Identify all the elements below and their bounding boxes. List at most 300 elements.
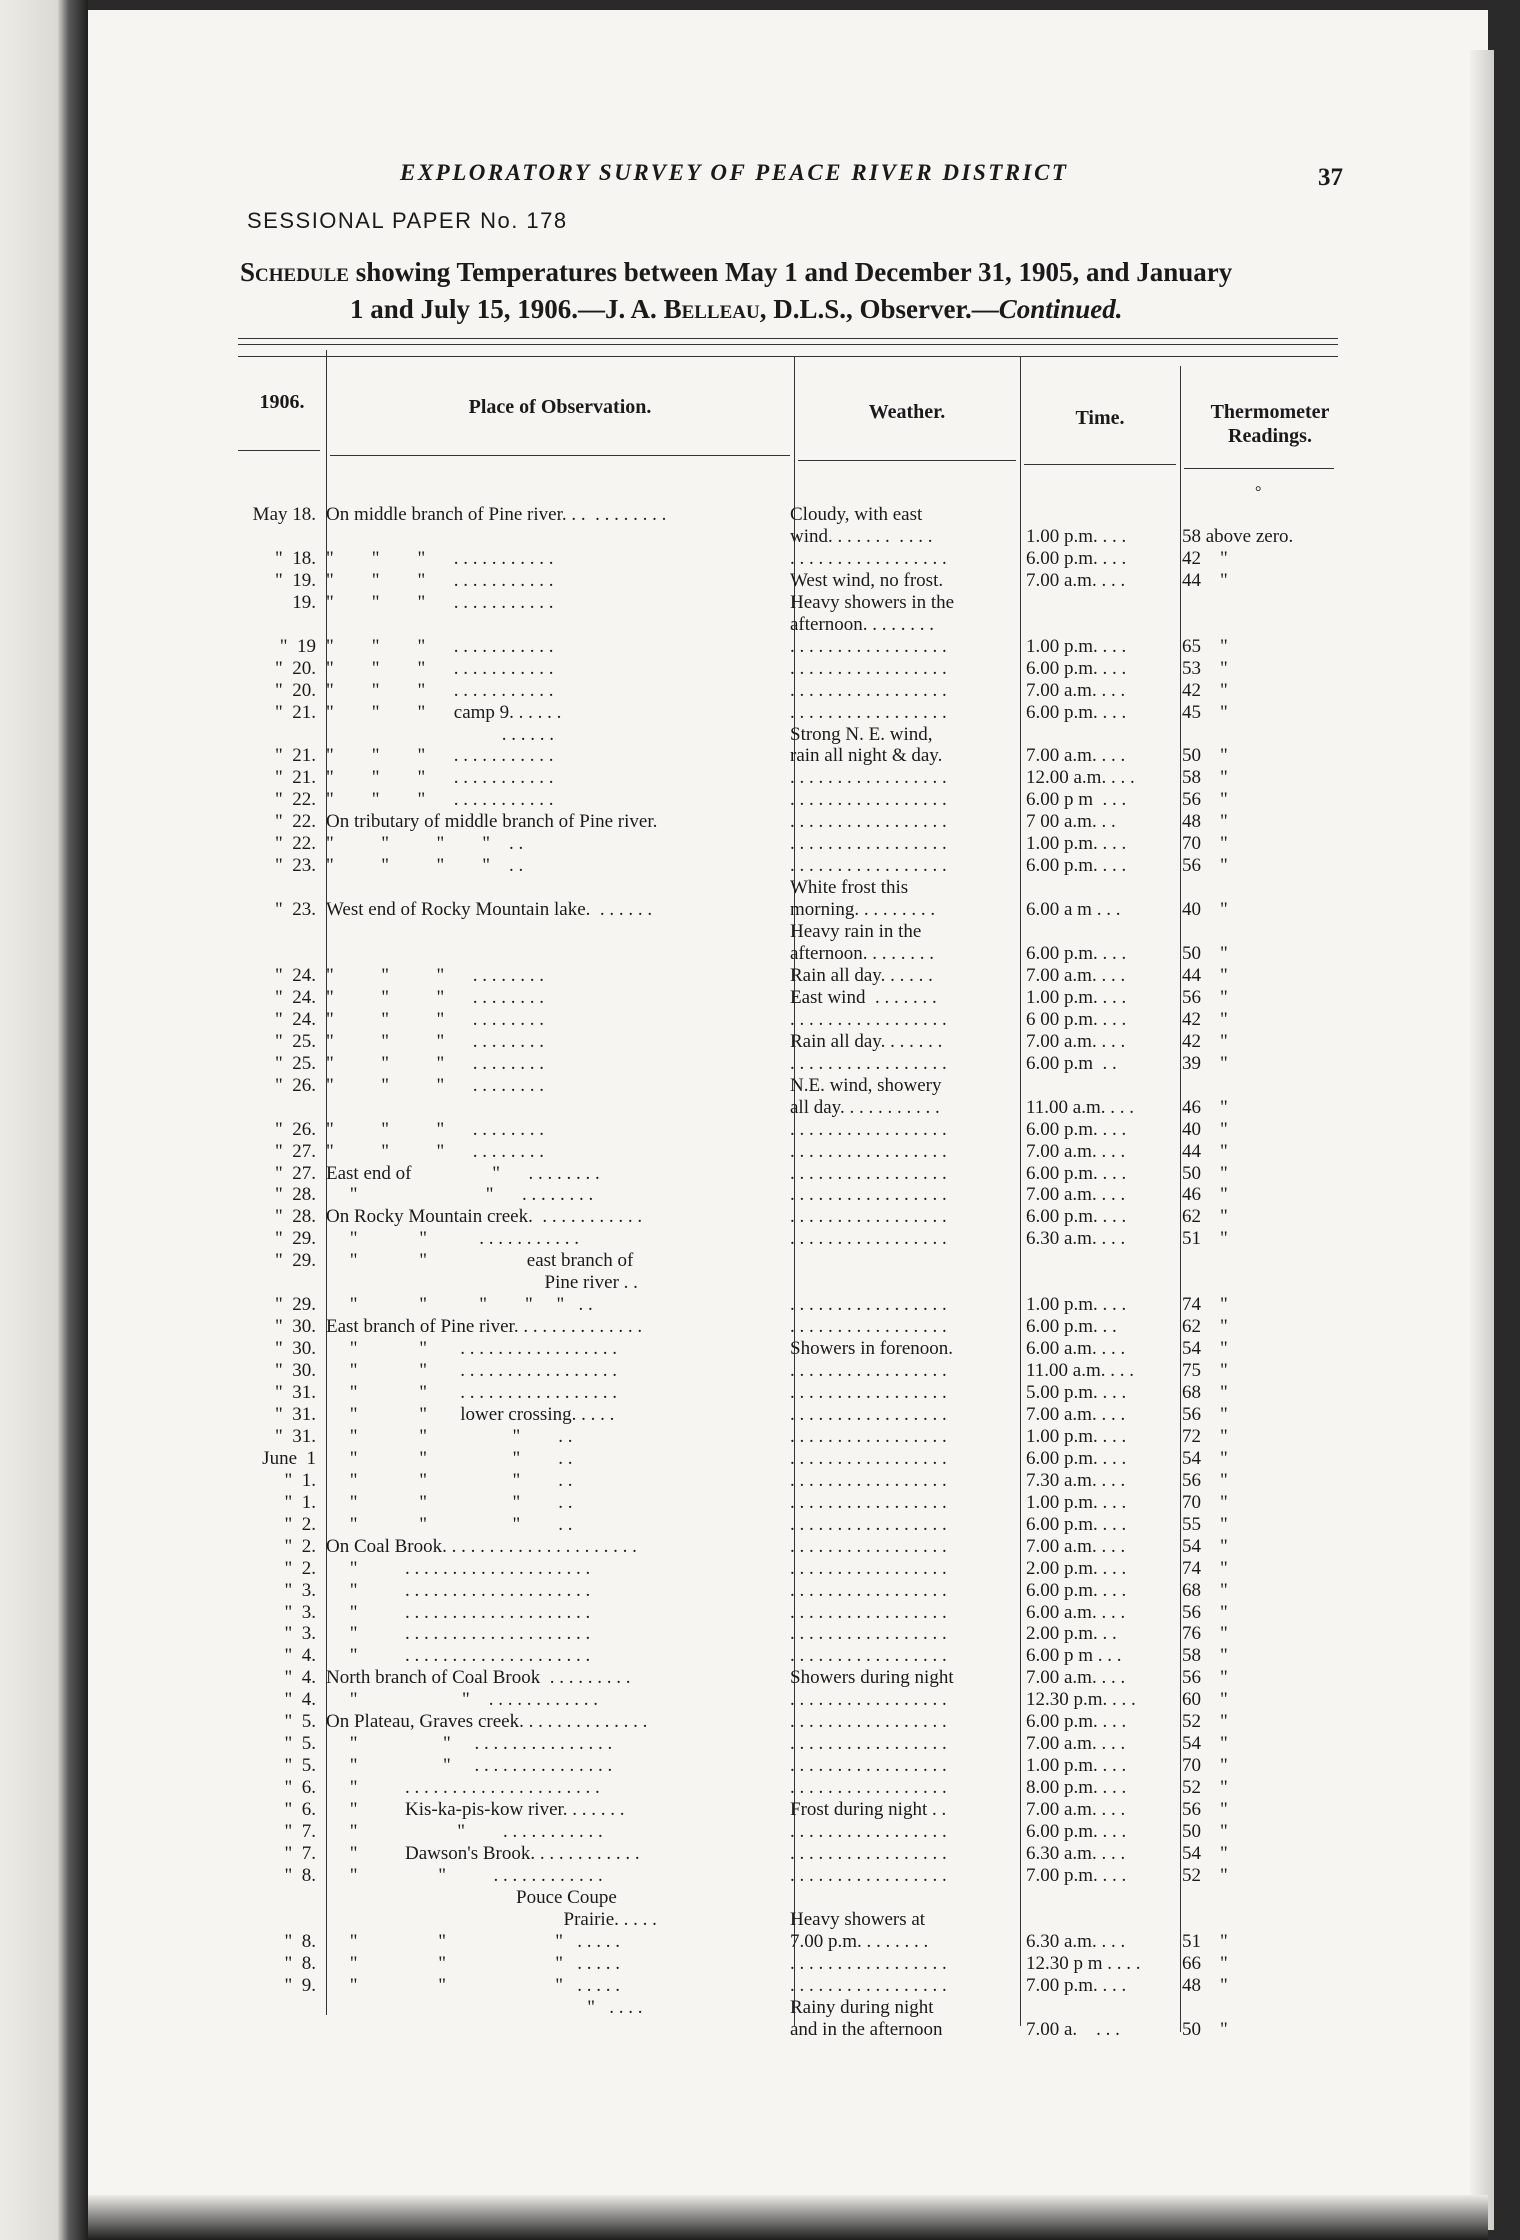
row-place: " " " . . . . .: [326, 1930, 621, 1952]
row-temperature: 56 ": [1182, 1799, 1228, 1821]
row-weather: . . . . . . . . . . . . . . . . .: [790, 1228, 947, 1250]
row-weather: West wind, no frost.: [790, 569, 944, 591]
row-place: " " . . . . . . . . . . . . . . . . .: [326, 1360, 618, 1382]
row-date: 19.: [292, 591, 316, 613]
row-weather: . . . . . . . . . . . . . . . . .: [790, 1184, 947, 1206]
row-place: " . . . . . . . . . . . . . . . . . . . .: [326, 1579, 591, 1601]
row-date: " 24.: [274, 986, 316, 1008]
row-weather: . . . . . . . . . . . . . . . . .: [790, 1623, 947, 1645]
rule-top-1: [238, 338, 1338, 339]
row-date: " 4.: [284, 1667, 316, 1689]
row-weather: . . . . . . . . . . . . . . . . .: [790, 1557, 947, 1579]
row-temperature: 56 ": [1182, 855, 1228, 877]
row-date: " 2.: [284, 1535, 316, 1557]
row-place: " " " . . . . .: [326, 1952, 621, 1974]
caption-line-2: [350, 294, 1123, 325]
row-weather: . . . . . . . . . . . . . . . . .: [790, 1008, 947, 1030]
row-temperature: 70 ": [1182, 833, 1228, 855]
row-weather: and in the afternoon: [790, 2018, 943, 2040]
row-time: 1.00 p.m. . . .: [1026, 1755, 1127, 1777]
row-temperature: 54 ": [1182, 1842, 1228, 1864]
row-temperature: 54 ": [1182, 1338, 1228, 1360]
row-temperature: 42 ": [1182, 1030, 1228, 1052]
row-time: 6.00 p.m. . . .: [1026, 1711, 1127, 1733]
row-time: 12.00 a.m. . . .: [1026, 767, 1135, 789]
row-date: " 30.: [274, 1360, 316, 1382]
row-weather: Showers during night: [790, 1667, 954, 1689]
row-place: " " " . . . . . . . .: [326, 1030, 545, 1052]
row-time: 6.00 p.m. . . .: [1026, 657, 1127, 679]
row-weather: . . . . . . . . . . . . . . . . .: [790, 1601, 947, 1623]
row-temperature: 44 ": [1182, 1140, 1228, 1162]
row-place: " " " . . . . . . . .: [326, 1052, 545, 1074]
row-weather: . . . . . . . . . . . . . . . . .: [790, 1294, 947, 1316]
row-weather: . . . . . . . . . . . . . . . . .: [790, 1162, 947, 1184]
row-time: 7.00 a.m. . . .: [1026, 1403, 1126, 1425]
row-weather: . . . . . . . . . . . . . . . . .: [790, 1733, 947, 1755]
row-place: " " " . . . . . . . .: [326, 1140, 545, 1162]
row-temperature: 40 ": [1182, 1118, 1228, 1140]
row-temperature: 44 ": [1182, 569, 1228, 591]
row-time: 6.00 p.m. . . .: [1026, 1513, 1127, 1535]
row-temperature: 75 ": [1182, 1360, 1228, 1382]
row-weather: . . . . . . . . . . . . . . . . .: [790, 789, 947, 811]
row-time: 7.00 p.m. . . .: [1026, 1974, 1127, 1996]
row-weather: . . . . . . . . . . . . . . . . .: [790, 701, 947, 723]
row-place: " . . . . . . . . . . . . . . . . . . . .: [326, 1645, 591, 1667]
page-edge: [1470, 50, 1494, 2230]
row-weather: . . . . . . . . . . . . . . . . .: [790, 1403, 947, 1425]
row-weather: . . . . . . . . . . . . . . . . .: [790, 1842, 947, 1864]
row-date: " 3.: [284, 1623, 316, 1645]
row-place: " " " " . .: [326, 855, 524, 877]
row-time: 7.00 p.m. . . .: [1026, 1864, 1127, 1886]
row-weather: . . . . . . . . . . . . . . . . .: [790, 767, 947, 789]
rule-top-2: [238, 344, 1338, 345]
row-weather: . . . . . . . . . . . . . . . . .: [790, 1952, 947, 1974]
row-place: " " . . . . . . . . . . . . . . .: [326, 1755, 613, 1777]
row-time: 6.30 a.m. . . .: [1026, 1228, 1126, 1250]
row-time: 7.00 a.m. . . .: [1026, 1184, 1126, 1206]
row-date: " 29.: [274, 1294, 316, 1316]
row-weather: N.E. wind, showery: [790, 1074, 942, 1096]
row-weather: . . . . . . . . . . . . . . . . .: [790, 1118, 947, 1140]
row-time: 6.00 a m . . .: [1026, 899, 1121, 921]
row-weather: Strong N. E. wind,: [790, 723, 933, 745]
row-temperature: 76 ": [1182, 1623, 1228, 1645]
row-place: " " . . . . . . . . . . .: [326, 1228, 580, 1250]
rule-top-3: [238, 356, 1338, 357]
row-date: " 8.: [284, 1930, 316, 1952]
row-temperature: 50 ": [1182, 2018, 1228, 2040]
row-place: " " east branch of: [326, 1250, 634, 1272]
row-place: " " lower crossing. . . . .: [326, 1403, 615, 1425]
row-time: 6.00 a.m. . . .: [1026, 1601, 1126, 1623]
row-temperature: 56 ": [1182, 986, 1228, 1008]
col-header-place: Place of Observation.: [468, 396, 652, 418]
row-place: " " " . . . . . . . . . . .: [326, 679, 554, 701]
col-header-time: Time.: [1075, 407, 1125, 429]
row-weather: . . . . . . . . . . . . . . . . .: [790, 1689, 947, 1711]
row-weather: Rainy during night: [790, 1996, 934, 2018]
row-date: " 22.: [274, 811, 316, 833]
row-place: " " " . . . . . . . .: [326, 1118, 545, 1140]
row-time: 7.00 a.m. . . .: [1026, 1733, 1126, 1755]
row-place: " " " . . . . . . . . . . .: [326, 591, 554, 613]
row-date: " 7.: [284, 1842, 316, 1864]
row-place: " " " . .: [326, 1491, 573, 1513]
row-temperature: 70 ": [1182, 1491, 1228, 1513]
row-weather: . . . . . . . . . . . . . . . . .: [790, 1864, 947, 1886]
row-place: " " " . .: [326, 1469, 573, 1491]
row-place: " " . . . . . . . . . . . . . . . . .: [326, 1382, 618, 1403]
row-place: " Dawson's Brook. . . . . . . . . . . .: [326, 1842, 640, 1864]
row-date: " 18.: [274, 547, 316, 569]
row-time: 6.00 p.m. . . .: [1026, 547, 1127, 569]
row-time: 6.30 a.m. . . .: [1026, 1930, 1126, 1952]
row-place: " " . . . . . . . . . . . . . . .: [326, 1733, 613, 1755]
row-temperature: 50 ": [1182, 943, 1228, 964]
row-date: " 1.: [284, 1469, 316, 1491]
row-date: " 8.: [284, 1864, 316, 1886]
row-date: " 22.: [274, 833, 316, 855]
row-time: 6.00 p.m. . .: [1026, 1316, 1117, 1338]
row-place: " " " . . . . . . . .: [326, 986, 545, 1008]
row-place: " " " . . . . . . . .: [326, 964, 545, 986]
row-place: North branch of Coal Brook . . . . . . . . .: [326, 1667, 631, 1689]
row-weather: afternoon. . . . . . . .: [790, 613, 935, 635]
row-place: East end of " . . . . . . . .: [326, 1162, 600, 1184]
row-temperature: 45 ": [1182, 701, 1228, 723]
row-place: " " " . . . . . . . . . . .: [326, 789, 554, 811]
row-temperature: 39 ": [1182, 1052, 1228, 1074]
row-time: 12.30 p m . . . .: [1026, 1952, 1141, 1974]
row-temperature: 42 ": [1182, 547, 1228, 569]
row-time: 6.00 p.m. . . .: [1026, 1162, 1127, 1184]
row-date: " 5.: [284, 1755, 316, 1777]
row-time: 6.30 a.m. . . .: [1026, 1842, 1126, 1864]
row-date: June 1: [262, 1447, 316, 1469]
row-date: " 4.: [284, 1645, 316, 1667]
row-place: " " " . . . . . . . . . . .: [326, 657, 554, 679]
row-date: " 8.: [284, 1952, 316, 1974]
row-weather: . . . . . . . . . . . . . . . . .: [790, 1469, 947, 1491]
row-weather: Rain all day. . . . . .: [790, 964, 933, 986]
row-weather: . . . . . . . . . . . . . . . . .: [790, 1974, 947, 1996]
row-temperature: 40 ": [1182, 899, 1228, 921]
row-time: 6.00 p.m. . . .: [1026, 1118, 1127, 1140]
row-place: " " " . . . . . . . . . . .: [326, 635, 554, 657]
row-weather: . . . . . . . . . . . . . . . . .: [790, 1360, 947, 1382]
row-place: " " " . . . . . . . . . . .: [326, 547, 554, 569]
row-time: 6.00 p.m . .: [1026, 1052, 1117, 1074]
row-date: May 18.: [252, 504, 316, 525]
row-date: " 1.: [284, 1491, 316, 1513]
row-time: 6.00 p m . . .: [1026, 789, 1127, 811]
row-date: " 25.: [274, 1052, 316, 1074]
row-temperature: 74 ": [1182, 1557, 1228, 1579]
row-time: 6.00 p.m. . . .: [1026, 1447, 1127, 1469]
row-time: 12.30 p.m. . . .: [1026, 1689, 1136, 1711]
row-time: 6.00 p.m. . . .: [1026, 943, 1127, 964]
row-temperature: 56 ": [1182, 1601, 1228, 1623]
col-header-thermometer: [1180, 400, 1360, 448]
row-temperature: 48 ": [1182, 811, 1228, 833]
row-place: " " " " " . .: [326, 1294, 593, 1316]
row-temperature: 52 ": [1182, 1864, 1228, 1886]
row-time: 7.30 a.m. . . .: [1026, 1469, 1126, 1491]
row-temperature: 56 ": [1182, 1469, 1228, 1491]
header-rule-weather: [798, 460, 1016, 461]
row-date: " 19.: [274, 569, 316, 591]
row-time: 7.00 a.m. . . .: [1026, 1140, 1126, 1162]
col-header-thermometer-1: Thermometer: [1210, 401, 1330, 423]
row-weather: . . . . . . . . . . . . . . . . .: [790, 1382, 947, 1403]
header-rule-time: [1024, 464, 1176, 465]
row-date: " 2.: [284, 1513, 316, 1535]
row-date: " 22.: [274, 789, 316, 811]
row-date: " 27.: [274, 1162, 316, 1184]
row-time: 1.00 p.m. . . .: [1026, 635, 1127, 657]
row-time: 6.00 p m . . .: [1026, 1645, 1122, 1667]
caption-lead: Schedule: [240, 257, 349, 287]
row-temperature: 53 ": [1182, 657, 1228, 679]
row-date: " 29.: [274, 1250, 316, 1272]
row-temperature: 52 ": [1182, 1777, 1228, 1799]
row-weather: wind. . . . . . . . . . .: [790, 525, 933, 547]
row-temperature: 58 above zero.: [1182, 525, 1294, 547]
row-weather: . . . . . . . . . . . . . . . . .: [790, 1140, 947, 1162]
row-time: 6.00 p.m. . . .: [1026, 1821, 1127, 1842]
row-time: 11.00 a.m. . . .: [1026, 1096, 1135, 1118]
row-time: 7 00 a.m. . .: [1026, 811, 1116, 833]
row-weather: . . . . . . . . . . . . . . . . .: [790, 679, 947, 701]
row-date: " 21.: [274, 701, 316, 723]
row-date: " 25.: [274, 1030, 316, 1052]
row-date: " 30.: [274, 1338, 316, 1360]
row-weather: . . . . . . . . . . . . . . . . .: [790, 811, 947, 833]
page-number: 37: [1318, 164, 1343, 191]
row-time: 7.00 a.m. . . .: [1026, 679, 1126, 701]
header-rule-year: [238, 450, 320, 451]
row-weather: . . . . . . . . . . . . . . . . .: [790, 1425, 947, 1447]
row-place: On tributary of middle branch of Pine river.: [326, 811, 658, 833]
row-temperature: 52 ": [1182, 1711, 1228, 1733]
row-weather: . . . . . . . . . . . . . . . . .: [790, 657, 947, 679]
row-temperature: 56 ": [1182, 1667, 1228, 1689]
row-date: " 28.: [274, 1206, 316, 1228]
row-place: " " . . . . . . . . . . . . . . . . .: [326, 1338, 618, 1360]
row-time: 1.00 p.m. . . .: [1026, 1425, 1127, 1447]
row-place: " Kis-ka-pis-kow river. . . . . . .: [326, 1799, 625, 1821]
row-weather: . . . . . . . . . . . . . . . . .: [790, 1821, 947, 1842]
row-date: " 27.: [274, 1140, 316, 1162]
row-temperature: 65 ": [1182, 635, 1228, 657]
row-date: " 31.: [274, 1403, 316, 1425]
row-temperature: 50 ": [1182, 1821, 1228, 1842]
row-place: " " " . . . . . . . . . . .: [326, 767, 554, 789]
row-place: East branch of Pine river. . . . . . . . . . . . . .: [326, 1316, 643, 1338]
row-place: " " " . . . . .: [326, 1974, 621, 1996]
row-temperature: 72 ": [1182, 1425, 1228, 1447]
row-weather: . . . . . . . . . . . . . . . . .: [790, 547, 947, 569]
header-rule-thermo: [1184, 468, 1334, 469]
row-date: " 3.: [284, 1579, 316, 1601]
row-weather: . . . . . . . . . . . . . . . . .: [790, 1755, 947, 1777]
row-place: " " " . .: [326, 1513, 573, 1535]
row-temperature: 68 ": [1182, 1382, 1228, 1403]
row-temperature: 62 ": [1182, 1316, 1228, 1338]
row-time: 6.00 p.m. . . .: [1026, 1579, 1127, 1601]
row-weather: Showers in forenoon.: [790, 1338, 954, 1360]
caption-text-2b: , D.L.S., Observer.—: [759, 294, 999, 324]
row-time: 6.00 p.m. . . .: [1026, 855, 1127, 877]
row-date: " 3.: [284, 1601, 316, 1623]
row-time: 6.00 p.m. . . .: [1026, 1206, 1127, 1228]
row-temperature: 55 ": [1182, 1513, 1228, 1535]
row-weather: all day. . . . . . . . . . .: [790, 1096, 940, 1118]
row-date: " 24.: [274, 1008, 316, 1030]
row-temperature: 68 ": [1182, 1579, 1228, 1601]
row-time: 7.00 a.m. . . .: [1026, 569, 1126, 591]
row-temperature: 42 ": [1182, 1008, 1228, 1030]
row-place: " . . . . . . . . . . . . . . . . . . . .: [326, 1623, 591, 1645]
row-time: 1.00 p.m. . . .: [1026, 1491, 1127, 1513]
col-header-thermometer-2: Readings.: [1228, 425, 1312, 447]
page-bottom-edge: [88, 2195, 1488, 2240]
row-weather: . . . . . . . . . . . . . . . . .: [790, 1513, 947, 1535]
row-place: " . . . .: [326, 1996, 643, 2018]
degree-mark: °: [1255, 484, 1262, 501]
row-weather: Heavy showers at: [790, 1908, 926, 1930]
row-place: " " " . . . . . . . .: [326, 1074, 545, 1096]
row-place: On Plateau, Graves creek. . . . . . . . . . . . . .: [326, 1711, 648, 1733]
binding-gutter: [0, 0, 88, 2240]
col-header-weather: Weather.: [868, 401, 946, 423]
row-time: 1.00 p.m. . . .: [1026, 525, 1127, 547]
row-weather: Frost during night . .: [790, 1799, 947, 1821]
row-place: . . . . . .: [326, 723, 554, 745]
row-place: On Rocky Mountain creek. . . . . . . . . . . .: [326, 1206, 643, 1228]
row-weather: Heavy showers in the: [790, 591, 955, 613]
row-date: " 31.: [274, 1425, 316, 1447]
row-weather: . . . . . . . . . . . . . . . . .: [790, 1645, 947, 1667]
row-temperature: 42 ": [1182, 679, 1228, 701]
row-temperature: 60 ": [1182, 1689, 1228, 1711]
row-date: " 26.: [274, 1074, 316, 1096]
col-header-year: 1906.: [259, 391, 305, 413]
row-temperature: 74 ": [1182, 1294, 1228, 1316]
row-date: " 7.: [284, 1821, 316, 1842]
row-place: On middle branch of Pine river. . . . . . . . . . .: [326, 504, 667, 525]
row-date: " 9.: [284, 1974, 316, 1996]
row-temperature: 54 ": [1182, 1447, 1228, 1469]
row-date: " 5.: [284, 1711, 316, 1733]
row-temperature: 56 ": [1182, 1403, 1228, 1425]
row-date: " 20.: [274, 679, 316, 701]
row-date: " 6.: [284, 1777, 316, 1799]
row-temperature: 50 ": [1182, 745, 1228, 767]
row-date: " 4.: [284, 1689, 316, 1711]
row-date: " 21.: [274, 745, 316, 767]
row-date: " 24.: [274, 964, 316, 986]
row-date: " 23.: [274, 899, 316, 921]
row-date: " 19: [279, 635, 316, 657]
row-weather: . . . . . . . . . . . . . . . . .: [790, 1777, 947, 1799]
row-weather: . . . . . . . . . . . . . . . . .: [790, 635, 947, 657]
row-place: " " " " . .: [326, 833, 524, 855]
row-weather: rain all night & day.: [790, 745, 943, 767]
row-time: 5.00 p.m. . . .: [1026, 1382, 1127, 1403]
row-temperature: 46 ": [1182, 1096, 1228, 1118]
row-place: " " . . . . . . . . . . . .: [326, 1864, 603, 1886]
row-time: 1.00 p.m. . . .: [1026, 1294, 1127, 1316]
row-weather: . . . . . . . . . . . . . . . . .: [790, 1711, 947, 1733]
row-date: " 28.: [274, 1184, 316, 1206]
row-place: " " . . . . . . . . . . . .: [326, 1689, 599, 1711]
row-time: 2.00 p.m. . .: [1026, 1623, 1117, 1645]
row-time: 8.00 p.m. . . .: [1026, 1777, 1127, 1799]
row-time: 7.00 a.m. . . .: [1026, 964, 1126, 986]
row-weather: . . . . . . . . . . . . . . . . .: [790, 1316, 947, 1338]
row-place: On Coal Brook. . . . . . . . . . . . . . . . . . . . .: [326, 1535, 637, 1557]
row-temperature: 54 ": [1182, 1733, 1228, 1755]
row-place: " " " . .: [326, 1447, 573, 1469]
row-weather: White frost this: [790, 877, 909, 899]
caption-continued: Continued.: [998, 294, 1123, 324]
row-time: 7.00 a.m. . . .: [1026, 745, 1126, 767]
row-weather: 7.00 p.m. . . . . . . .: [790, 1930, 929, 1952]
row-weather: . . . . . . . . . . . . . . . . .: [790, 1579, 947, 1601]
row-place: West end of Rocky Mountain lake. . . . . . .: [326, 899, 653, 921]
caption-text-2a: 1 and July 15, 1906.—J. A.: [350, 294, 657, 324]
row-time: 7.00 a.m. . . .: [1026, 1799, 1126, 1821]
row-temperature: 56 ": [1182, 789, 1228, 811]
header-rule-place: [330, 455, 790, 456]
row-weather: East wind . . . . . . .: [790, 986, 937, 1008]
row-date: " 21.: [274, 767, 316, 789]
row-time: 7.00 a.m. . . .: [1026, 1535, 1126, 1557]
row-date: " 29.: [274, 1228, 316, 1250]
row-time: 7.00 a.m. . . .: [1026, 1030, 1126, 1052]
row-date: " 20.: [274, 657, 316, 679]
row-place: " " " camp 9. . . . . .: [326, 701, 562, 723]
row-weather: Cloudy, with east: [790, 504, 923, 525]
row-temperature: 51 ": [1182, 1930, 1228, 1952]
running-title: EXPLORATORY SURVEY OF PEACE RIVER DISTRICT: [400, 160, 1069, 185]
row-date: " 2.: [284, 1557, 316, 1579]
row-place: Prairie. . . . .: [326, 1908, 657, 1930]
col-divider-4: [1180, 366, 1181, 2032]
row-weather: . . . . . . . . . . . . . . . . .: [790, 1535, 947, 1557]
row-time: 1.00 p.m. . . .: [1026, 833, 1127, 855]
row-place: Pine river . .: [326, 1272, 638, 1294]
row-date: " 23.: [274, 855, 316, 877]
row-weather: Rain all day. . . . . . .: [790, 1030, 943, 1052]
row-temperature: 58 ": [1182, 1645, 1228, 1667]
row-place: Pouce Coupe: [326, 1886, 617, 1908]
row-place: " " " . . . . . . . . . . .: [326, 745, 554, 767]
caption-text-1: showing Temperatures between May 1 and December 31, 1905, and January: [355, 257, 1233, 287]
row-place: " . . . . . . . . . . . . . . . . . . . . .: [326, 1777, 600, 1799]
row-place: " " " . . . . . . . . . . .: [326, 569, 554, 591]
row-place: " . . . . . . . . . . . . . . . . . . . .: [326, 1557, 591, 1579]
row-place: " . . . . . . . . . . . . . . . . . . . .: [326, 1601, 591, 1623]
row-temperature: 54 ": [1182, 1535, 1228, 1557]
observer-name: Belleau: [663, 294, 760, 324]
row-temperature: 62 ": [1182, 1206, 1228, 1228]
row-weather: . . . . . . . . . . . . . . . . .: [790, 1491, 947, 1513]
